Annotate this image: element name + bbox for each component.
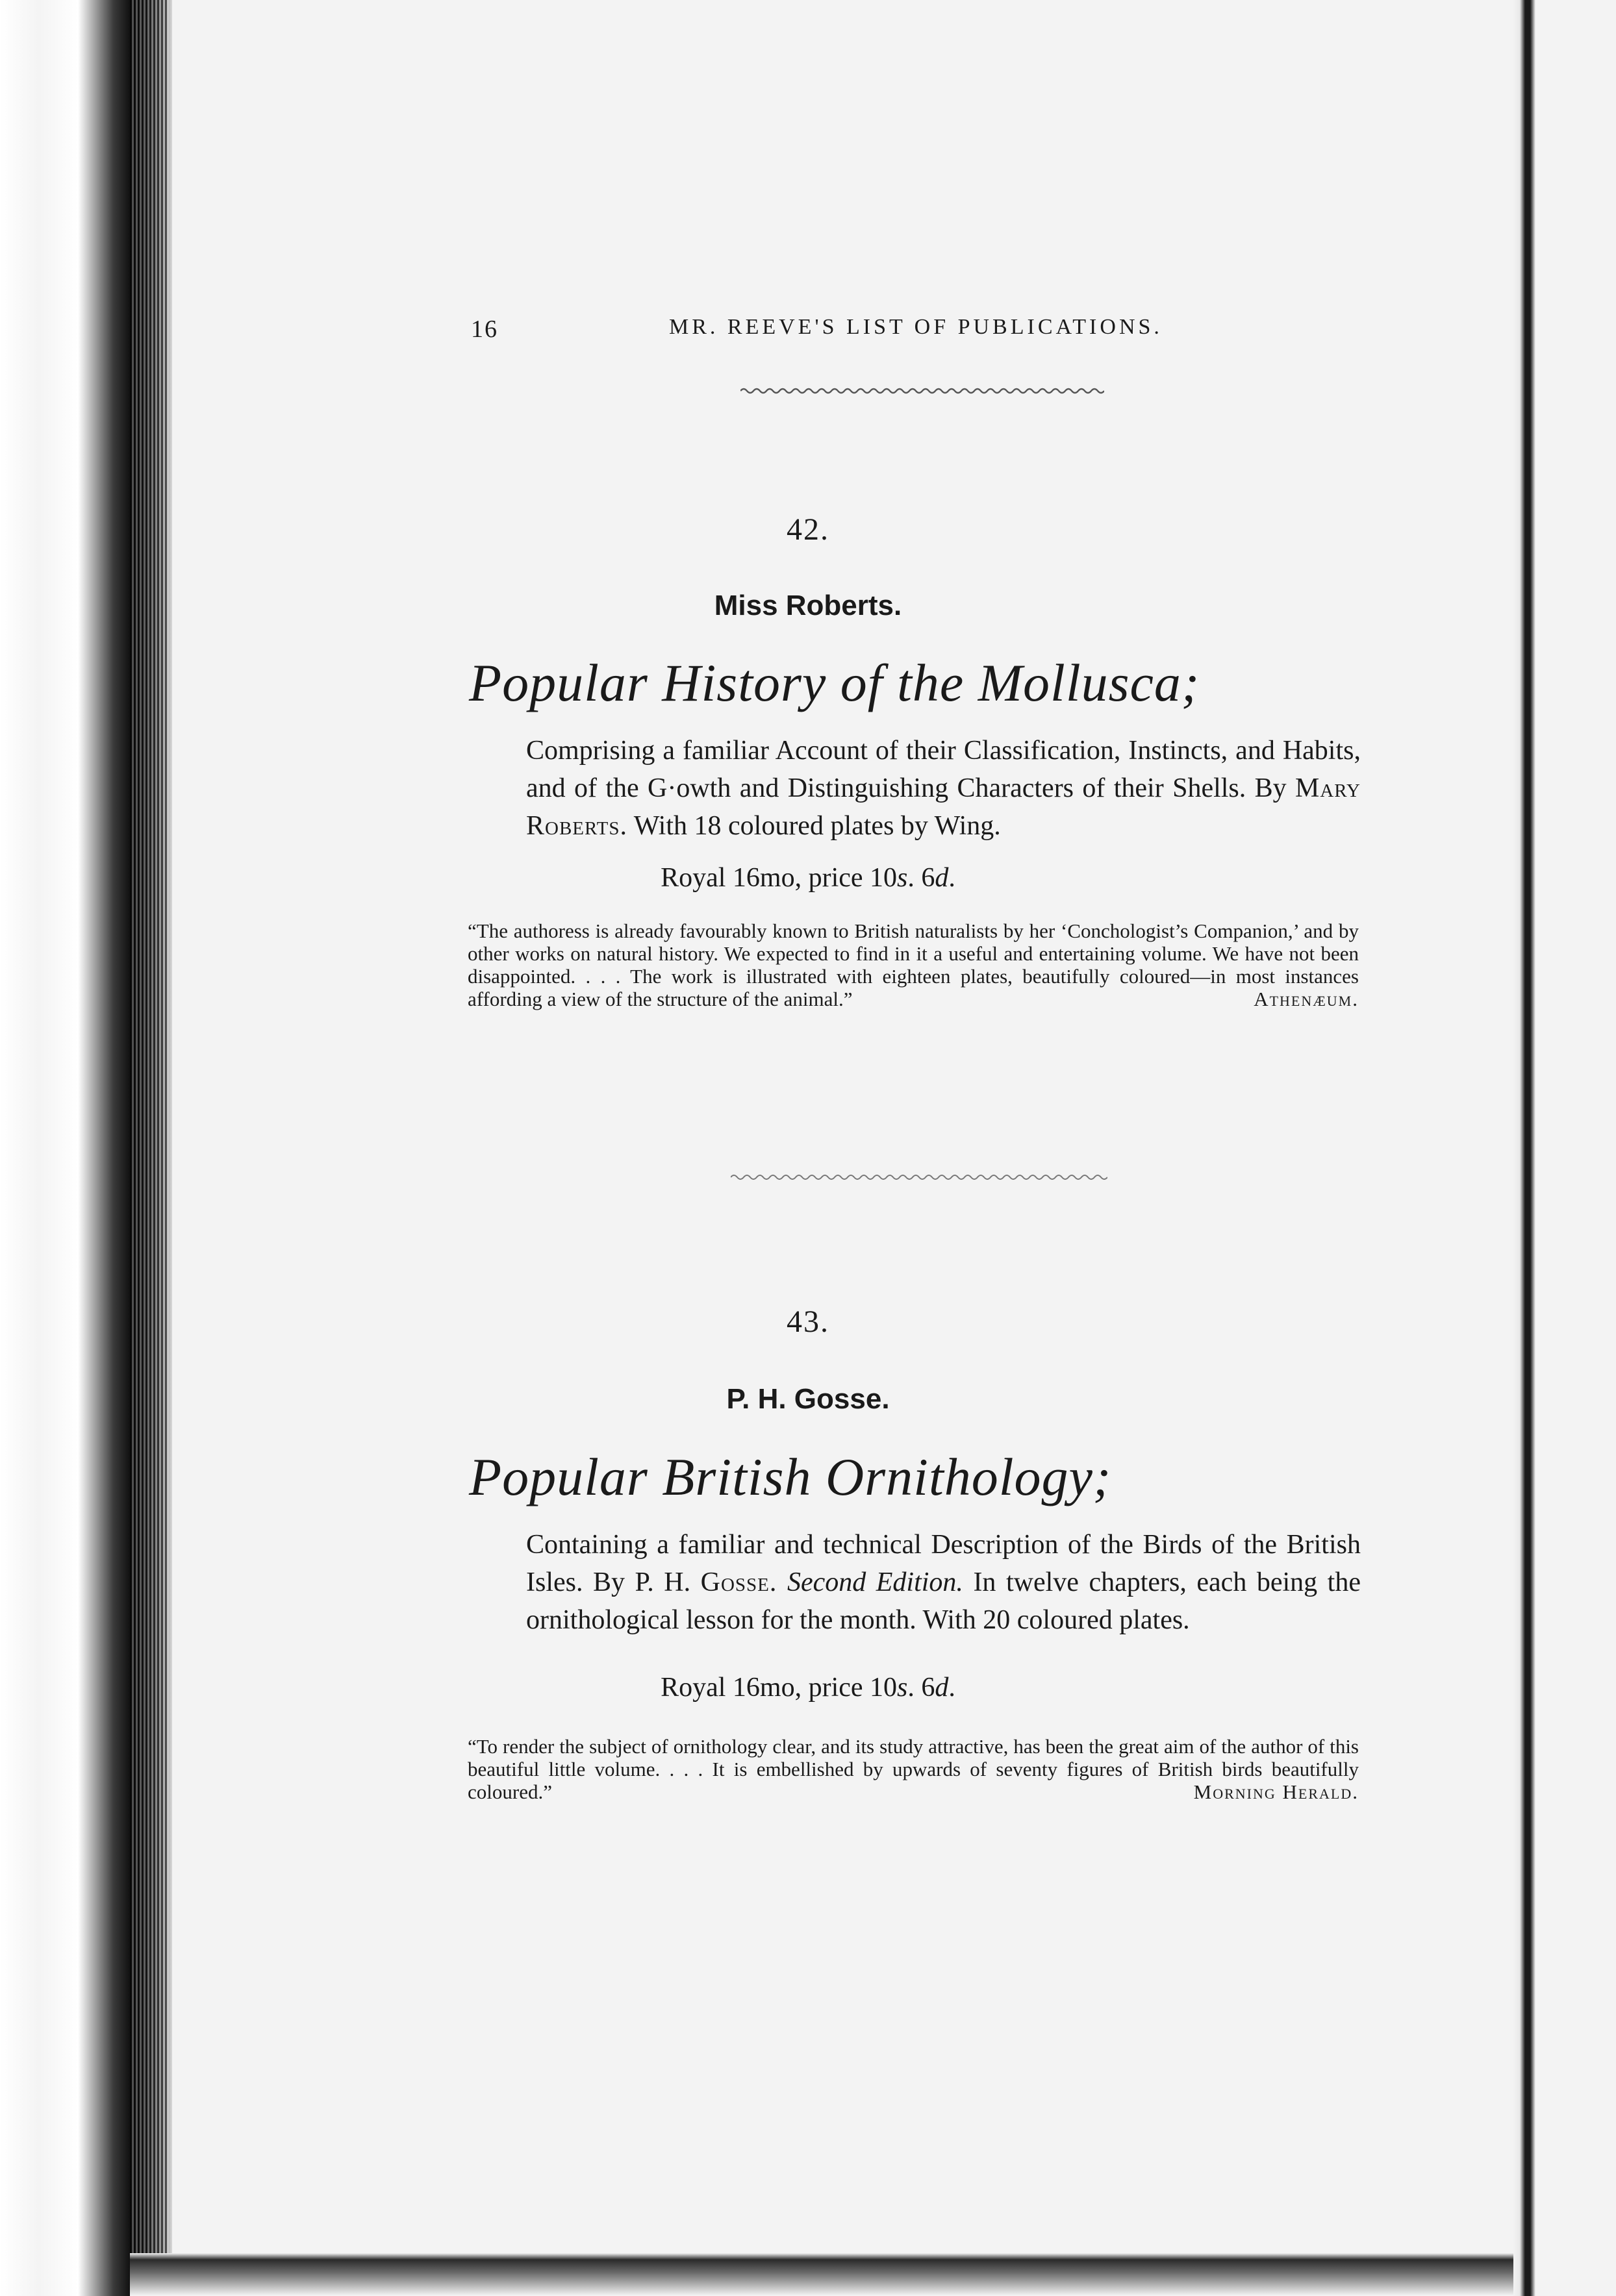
description-author-name: Gosse.	[700, 1567, 777, 1597]
page-bottom-edge	[130, 2253, 1513, 2296]
review-source: Morning Herald.	[1193, 1780, 1359, 1803]
entry-number: 42.	[787, 512, 829, 547]
entry-price: Royal 16mo, price 10s. 6d.	[661, 863, 955, 893]
ornamental-rule-top	[740, 384, 1104, 397]
entry-author: P. H. Gosse.	[726, 1383, 890, 1415]
entry-number: 43.	[787, 1304, 829, 1339]
page-header	[471, 315, 1380, 347]
running-head: MR. REEVE'S LIST OF PUBLICATIONS.	[669, 315, 1163, 339]
entry-description	[526, 1526, 1361, 1639]
entry-review	[468, 1735, 1359, 1803]
review-quote: “The authoress is already favourably known to British naturalists by her ‘Conchologist’s Companion,’ and by other works on natural history. We expected to find in it a useful and entertaining volume. We have not been disappointed. . . . The work is illustrated with eighteen plates, beautifully coloured—in most instances affording a view of the structure of the animal.”	[468, 919, 1359, 1010]
entry-description	[526, 732, 1361, 845]
description-text: Containing a familiar and technical Description of the Birds of the British Isles. By P. H.	[526, 1530, 1361, 1597]
description-text-end: In twelve chapters, each being the ornithological lesson for the month. With 20 coloured plates.	[526, 1567, 1361, 1635]
description-text-end: With 18 coloured plates by Wing.	[627, 811, 1001, 841]
description-edition: Second Edition.	[787, 1567, 963, 1597]
book-spine-edges	[130, 0, 169, 2296]
entry-review	[468, 919, 1359, 1010]
facing-page-edge	[1513, 0, 1616, 2296]
review-source: Athenæum.	[1254, 988, 1359, 1010]
entry-title: Popular History of the Mollusca;	[469, 653, 1200, 712]
page-number: 16	[471, 316, 498, 343]
description-text: Comprising a familiar Account of their Classification, Instincts, and Habits, and of the G·owth and Distinguishing Characters of their Shells. By	[526, 736, 1361, 803]
entry-title: Popular British Ornithology;	[469, 1447, 1112, 1506]
entry-author: Miss Roberts.	[714, 590, 902, 621]
description-author-name: Mary Roberts.	[526, 773, 1361, 841]
entry-price: Royal 16mo, price 10s. 6d.	[661, 1673, 955, 1703]
review-quote: “To render the subject of ornithology clear, and its study attractive, has been the great aim of the author of this beautiful little volume. . . . It is embellished by upwards of seventy figures of British birds beautifully coloured.”	[468, 1735, 1359, 1803]
ornamental-rule-middle	[731, 1171, 1107, 1184]
